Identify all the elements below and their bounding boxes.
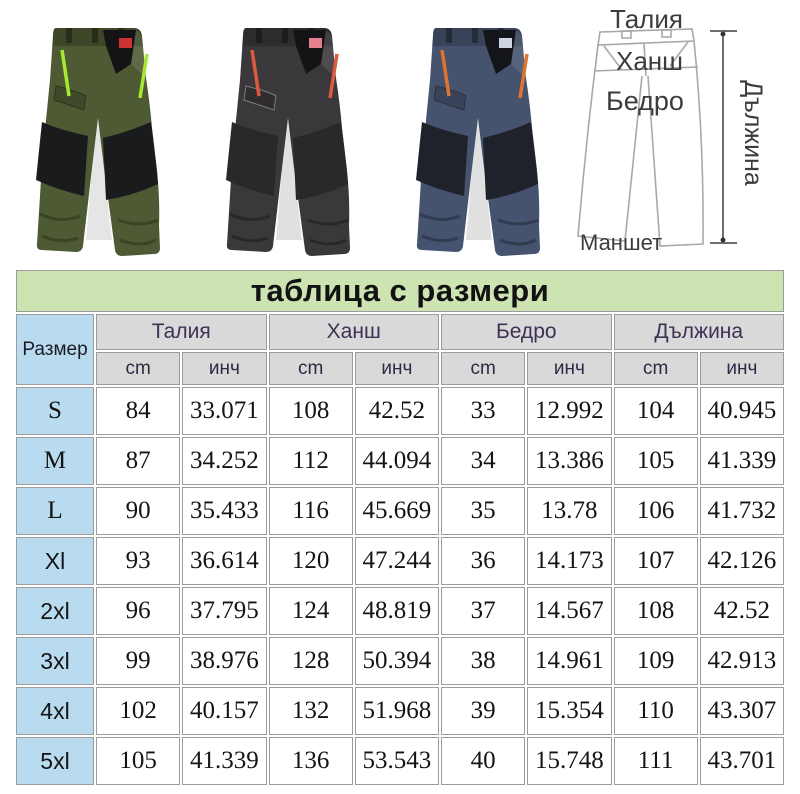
table-cell: 14.567 [527, 587, 611, 635]
group-header-waist: Талия [96, 314, 267, 350]
table-cell: 112 [269, 437, 353, 485]
table-cell: 39 [441, 687, 525, 735]
table-cell: 90 [96, 487, 180, 535]
table-cell: 99 [96, 637, 180, 685]
table-title: таблица с размери [16, 270, 784, 312]
table-cell: 37.795 [182, 587, 266, 635]
diagram-label-length: Дължина [739, 80, 767, 186]
group-header-thigh: Бедро [441, 314, 612, 350]
table-cell: 38 [441, 637, 525, 685]
corner-header-size: Размер [16, 314, 94, 385]
table-cell: 107 [614, 537, 698, 585]
unit-header: инч [527, 352, 611, 385]
table-cell: 53.543 [355, 737, 439, 785]
table-cell: 109 [614, 637, 698, 685]
size-cell: L [16, 487, 94, 535]
table-cell: 13.386 [527, 437, 611, 485]
table-cell: 13.78 [527, 487, 611, 535]
measure-dot-bottom [721, 238, 726, 243]
table-cell: 35.433 [182, 487, 266, 535]
table-cell: 34.252 [182, 437, 266, 485]
product-photo-strip [0, 0, 800, 266]
table-row [16, 487, 784, 535]
diagram-label-cuff: Маншет [580, 230, 663, 255]
table-cell: 15.354 [527, 687, 611, 735]
pants-illustration-navy [380, 0, 570, 266]
table-cell: 45.669 [355, 487, 439, 535]
table-cell: 42.913 [700, 637, 784, 685]
brand-tag [499, 38, 512, 48]
table-row [16, 537, 784, 585]
table-cell: 42.52 [355, 387, 439, 435]
size-cell: 3xl [16, 637, 94, 685]
table-cell: 40.157 [182, 687, 266, 735]
diagram-label-hips: Ханш [616, 46, 684, 76]
unit-header: cm [269, 352, 353, 385]
brand-tag [309, 38, 322, 48]
table-row [16, 437, 784, 485]
belt-loop [282, 28, 288, 43]
table-cell: 36.614 [182, 537, 266, 585]
table-cell: 48.819 [355, 587, 439, 635]
table-cell: 128 [269, 637, 353, 685]
table-cell: 108 [614, 587, 698, 635]
table-cell: 120 [269, 537, 353, 585]
table-cell: 47.244 [355, 537, 439, 585]
table-cell: 41.339 [182, 737, 266, 785]
table-cell: 42.52 [700, 587, 784, 635]
table-cell: 50.394 [355, 637, 439, 685]
table-cell: 104 [614, 387, 698, 435]
measure-dot-top [721, 32, 726, 37]
size-cell: 4xl [16, 687, 94, 735]
table-row [16, 737, 784, 785]
table-cell: 111 [614, 737, 698, 785]
size-cell: Xl [16, 537, 94, 585]
table-cell: 43.701 [700, 737, 784, 785]
diagram-label-waist: Талия [610, 4, 683, 34]
table-cell: 105 [96, 737, 180, 785]
unit-header: инч [182, 352, 266, 385]
table-cell: 43.307 [700, 687, 784, 735]
measurement-diagram [570, 0, 800, 266]
table-cell: 40 [441, 737, 525, 785]
table-cell: 108 [269, 387, 353, 435]
size-table [14, 268, 786, 787]
size-cell: M [16, 437, 94, 485]
table-cell: 110 [614, 687, 698, 735]
table-cell: 41.339 [700, 437, 784, 485]
table-cell: 37 [441, 587, 525, 635]
belt-loop [446, 28, 452, 43]
table-row [16, 387, 784, 435]
pants-photo-olive [0, 0, 190, 266]
pants-photo-navy [380, 0, 570, 266]
unit-header: инч [355, 352, 439, 385]
table-cell: 36 [441, 537, 525, 585]
table-cell: 35 [441, 487, 525, 535]
table-cell: 41.732 [700, 487, 784, 535]
table-cell: 51.968 [355, 687, 439, 735]
table-row [16, 587, 784, 635]
table-row [16, 687, 784, 735]
belt-loop [66, 28, 72, 43]
table-cell: 44.094 [355, 437, 439, 485]
pants-photo-black [190, 0, 380, 266]
size-cell: 2xl [16, 587, 94, 635]
table-cell: 14.961 [527, 637, 611, 685]
unit-header: инч [700, 352, 784, 385]
diagram-label-thigh: Бедро [606, 86, 684, 116]
table-cell: 84 [96, 387, 180, 435]
table-cell: 38.976 [182, 637, 266, 685]
group-header-hips: Ханш [269, 314, 440, 350]
unit-header: cm [96, 352, 180, 385]
table-cell: 33.071 [182, 387, 266, 435]
table-cell: 15.748 [527, 737, 611, 785]
table-row [16, 637, 784, 685]
table-cell: 34 [441, 437, 525, 485]
table-cell: 124 [269, 587, 353, 635]
unit-header: cm [614, 352, 698, 385]
group-header-length: Дължина [614, 314, 785, 350]
table-cell: 42.126 [700, 537, 784, 585]
table-cell: 40.945 [700, 387, 784, 435]
pants-illustration-olive [0, 0, 190, 266]
brand-tag [119, 38, 132, 48]
table-cell: 12.992 [527, 387, 611, 435]
belt-loop [92, 28, 98, 43]
table-cell: 96 [96, 587, 180, 635]
belt-loop [472, 28, 478, 43]
table-cell: 33 [441, 387, 525, 435]
belt-loop [256, 28, 262, 43]
table-cell: 105 [614, 437, 698, 485]
table-cell: 116 [269, 487, 353, 535]
table-cell: 136 [269, 737, 353, 785]
table-cell: 102 [96, 687, 180, 735]
table-cell: 14.173 [527, 537, 611, 585]
pants-illustration-black [190, 0, 380, 266]
unit-header: cm [441, 352, 525, 385]
table-cell: 106 [614, 487, 698, 535]
size-cell: S [16, 387, 94, 435]
table-cell: 93 [96, 537, 180, 585]
size-cell: 5xl [16, 737, 94, 785]
table-cell: 87 [96, 437, 180, 485]
table-cell: 132 [269, 687, 353, 735]
